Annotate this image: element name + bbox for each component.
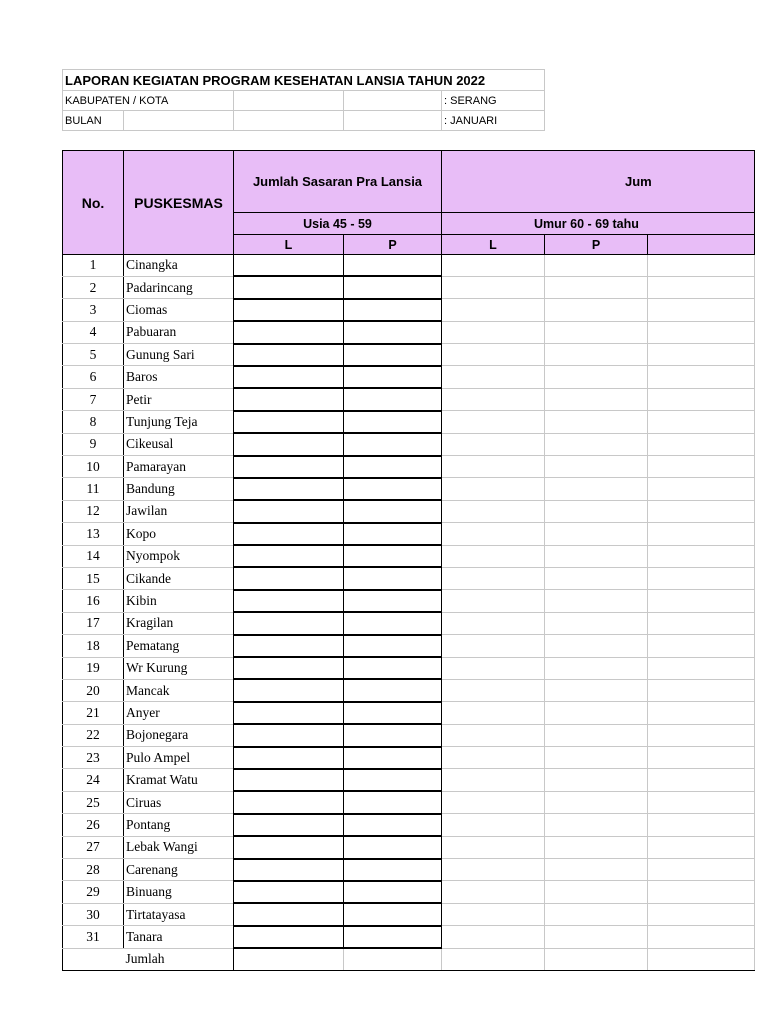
row-number[interactable]: 28 (63, 859, 124, 881)
next-cell[interactable] (648, 545, 755, 567)
puskesmas-name[interactable]: Gunung Sari (124, 344, 234, 366)
pra-lansia-p-cell[interactable] (344, 702, 442, 724)
next-cell[interactable] (648, 590, 755, 612)
lansia-l-cell[interactable] (442, 859, 545, 881)
puskesmas-name[interactable]: Cinangka (124, 255, 234, 277)
row-number[interactable]: 24 (63, 769, 124, 791)
next-cell[interactable] (648, 814, 755, 836)
puskesmas-name[interactable]: Kopo (124, 523, 234, 545)
next-cell[interactable] (648, 321, 755, 343)
lansia-p-cell[interactable] (545, 255, 648, 277)
table-row (63, 299, 755, 321)
lansia-l-cell[interactable] (442, 255, 545, 277)
row-number[interactable]: 3 (63, 299, 124, 321)
pra-lansia-p-cell[interactable] (344, 859, 442, 881)
puskesmas-name[interactable]: Petir (124, 388, 234, 410)
table-row (63, 456, 755, 478)
table-row (63, 926, 755, 948)
pra-lansia-p-cell[interactable] (344, 903, 442, 925)
row-number[interactable]: 26 (63, 814, 124, 836)
lansia-p-cell[interactable] (545, 276, 648, 298)
pra-lansia-p-cell[interactable] (344, 612, 442, 634)
lansia-p-cell[interactable] (545, 679, 648, 701)
lansia-l-cell[interactable] (442, 299, 545, 321)
row-number[interactable]: 11 (63, 478, 124, 500)
pra-lansia-p-cell[interactable] (344, 388, 442, 410)
next-cell[interactable] (648, 433, 755, 455)
lansia-p-cell[interactable] (545, 456, 648, 478)
table-row (63, 612, 755, 634)
lansia-l-cell[interactable] (442, 523, 545, 545)
lansia-p-cell[interactable] (545, 836, 648, 858)
lansia-l-cell[interactable] (442, 635, 545, 657)
total-l2-cell[interactable] (442, 948, 545, 970)
table-row (63, 724, 755, 746)
pra-lansia-l-cell[interactable] (234, 276, 344, 298)
row-number[interactable]: 23 (63, 747, 124, 769)
pra-lansia-p-cell[interactable] (344, 500, 442, 522)
lansia-l-cell[interactable] (442, 545, 545, 567)
table-row (63, 366, 755, 388)
pra-lansia-l-cell[interactable] (234, 321, 344, 343)
pra-lansia-l-cell[interactable] (234, 679, 344, 701)
puskesmas-name[interactable]: Anyer (124, 702, 234, 724)
pra-lansia-p-cell[interactable] (344, 567, 442, 589)
puskesmas-name[interactable]: Binuang (124, 881, 234, 903)
table-row (63, 523, 755, 545)
pra-lansia-p-cell[interactable] (344, 299, 442, 321)
next-cell[interactable] (648, 612, 755, 634)
lansia-l-cell[interactable] (442, 903, 545, 925)
lansia-l-cell[interactable] (442, 478, 545, 500)
row-number[interactable]: 29 (63, 881, 124, 903)
pra-lansia-p-cell[interactable] (344, 456, 442, 478)
table-row (63, 411, 755, 433)
header-l-pra[interactable]: L (234, 235, 344, 255)
next-cell[interactable] (648, 523, 755, 545)
table-row (63, 769, 755, 791)
lansia-p-cell[interactable] (545, 612, 648, 634)
next-cell[interactable] (648, 456, 755, 478)
pra-lansia-p-cell[interactable] (344, 433, 442, 455)
report-info-table (62, 69, 545, 131)
pra-lansia-l-cell[interactable] (234, 456, 344, 478)
lansia-l-cell[interactable] (442, 679, 545, 701)
pra-lansia-p-cell[interactable] (344, 769, 442, 791)
header-next[interactable] (648, 235, 755, 255)
table-row (63, 255, 755, 277)
table-row (63, 500, 755, 522)
lansia-l-cell[interactable] (442, 769, 545, 791)
table-row (63, 590, 755, 612)
lansia-l-cell[interactable] (442, 747, 545, 769)
pra-lansia-p-cell[interactable] (344, 836, 442, 858)
next-cell[interactable] (648, 724, 755, 746)
next-cell[interactable] (648, 635, 755, 657)
header-p-pra[interactable]: P (344, 235, 442, 255)
pra-lansia-l-cell[interactable] (234, 903, 344, 925)
pra-lansia-l-cell[interactable] (234, 769, 344, 791)
pra-lansia-l-cell[interactable] (234, 411, 344, 433)
next-cell[interactable] (648, 500, 755, 522)
table-row (63, 321, 755, 343)
lansia-l-cell[interactable] (442, 366, 545, 388)
table-row (63, 836, 755, 858)
next-cell[interactable] (648, 747, 755, 769)
blank-cell[interactable] (124, 111, 234, 131)
next-cell[interactable] (648, 903, 755, 925)
pra-lansia-l-cell[interactable] (234, 836, 344, 858)
puskesmas-name[interactable]: Tirtatayasa (124, 903, 234, 925)
row-number[interactable]: 12 (63, 500, 124, 522)
next-cell[interactable] (648, 702, 755, 724)
lansia-l-cell[interactable] (442, 881, 545, 903)
bulan-value[interactable]: : JANUARI (442, 111, 545, 131)
lansia-l-cell[interactable] (442, 567, 545, 589)
pra-lansia-l-cell[interactable] (234, 702, 344, 724)
pra-lansia-l-cell[interactable] (234, 926, 344, 948)
puskesmas-name[interactable]: Nyompok (124, 545, 234, 567)
pra-lansia-l-cell[interactable] (234, 523, 344, 545)
report-title[interactable]: LAPORAN KEGIATAN PROGRAM KESEHATAN LANSIA TAHUN 2022 (63, 70, 545, 91)
header-pra-lansia[interactable]: Jumlah Sasaran Pra Lansia (234, 151, 442, 213)
lansia-p-cell[interactable] (545, 388, 648, 410)
lansia-p-cell[interactable] (545, 702, 648, 724)
next-cell[interactable] (648, 344, 755, 366)
lansia-p-cell[interactable] (545, 545, 648, 567)
puskesmas-name[interactable]: Bojonegara (124, 724, 234, 746)
next-cell[interactable] (648, 836, 755, 858)
lansia-p-cell[interactable] (545, 881, 648, 903)
puskesmas-name[interactable]: Cikande (124, 567, 234, 589)
lansia-l-cell[interactable] (442, 926, 545, 948)
pra-lansia-p-cell[interactable] (344, 926, 442, 948)
blank-cell[interactable] (344, 111, 442, 131)
pra-lansia-l-cell[interactable] (234, 366, 344, 388)
lansia-l-cell[interactable] (442, 344, 545, 366)
next-cell[interactable] (648, 255, 755, 277)
pra-lansia-p-cell[interactable] (344, 523, 442, 545)
next-cell[interactable] (648, 366, 755, 388)
next-cell[interactable] (648, 859, 755, 881)
pra-lansia-l-cell[interactable] (234, 433, 344, 455)
next-cell[interactable] (648, 567, 755, 589)
pra-lansia-l-cell[interactable] (234, 388, 344, 410)
lansia-p-cell[interactable] (545, 747, 648, 769)
puskesmas-name[interactable]: Mancak (124, 679, 234, 701)
pra-lansia-p-cell[interactable] (344, 366, 442, 388)
total-p-cell[interactable] (344, 948, 442, 970)
row-number[interactable]: 2 (63, 276, 124, 298)
pra-lansia-p-cell[interactable] (344, 478, 442, 500)
row-number[interactable]: 6 (63, 366, 124, 388)
lansia-l-cell[interactable] (442, 590, 545, 612)
table-row (63, 433, 755, 455)
lansia-p-cell[interactable] (545, 635, 648, 657)
table-row (63, 545, 755, 567)
lansia-l-cell[interactable] (442, 657, 545, 679)
row-number[interactable]: 18 (63, 635, 124, 657)
row-number[interactable]: 7 (63, 388, 124, 410)
next-cell[interactable] (648, 881, 755, 903)
puskesmas-name[interactable]: Lebak Wangi (124, 836, 234, 858)
pra-lansia-l-cell[interactable] (234, 500, 344, 522)
puskesmas-name[interactable]: Kibin (124, 590, 234, 612)
pra-lansia-l-cell[interactable] (234, 344, 344, 366)
puskesmas-name[interactable]: Carenang (124, 859, 234, 881)
header-l-lansia[interactable]: L (442, 235, 545, 255)
main-sheet (62, 150, 652, 967)
lansia-l-cell[interactable] (442, 791, 545, 813)
puskesmas-name[interactable]: Ciomas (124, 299, 234, 321)
table-row (63, 276, 755, 298)
lansia-p-cell[interactable] (545, 590, 648, 612)
lansia-l-cell[interactable] (442, 500, 545, 522)
pra-lansia-p-cell[interactable] (344, 881, 442, 903)
row-number[interactable]: 14 (63, 545, 124, 567)
pra-lansia-p-cell[interactable] (344, 814, 442, 836)
next-cell[interactable] (648, 299, 755, 321)
puskesmas-name[interactable]: Baros (124, 366, 234, 388)
lansia-p-cell[interactable] (545, 344, 648, 366)
header-puskesmas[interactable]: PUSKESMAS (124, 151, 234, 255)
table-row (63, 791, 755, 813)
pra-lansia-l-cell[interactable] (234, 657, 344, 679)
pra-lansia-p-cell[interactable] (344, 657, 442, 679)
puskesmas-name[interactable]: Pabuaran (124, 321, 234, 343)
pra-lansia-l-cell[interactable] (234, 881, 344, 903)
kabupaten-value[interactable]: : SERANG (442, 91, 545, 111)
lansia-p-cell[interactable] (545, 321, 648, 343)
lansia-l-cell[interactable] (442, 433, 545, 455)
lansia-p-cell[interactable] (545, 724, 648, 746)
table-row (63, 859, 755, 881)
next-cell[interactable] (648, 276, 755, 298)
row-number[interactable]: 21 (63, 702, 124, 724)
puskesmas-name[interactable]: Bandung (124, 478, 234, 500)
lansia-p-cell[interactable] (545, 500, 648, 522)
row-number[interactable]: 30 (63, 903, 124, 925)
pra-lansia-l-cell[interactable] (234, 545, 344, 567)
pra-lansia-p-cell[interactable] (344, 255, 442, 277)
lansia-p-cell[interactable] (545, 567, 648, 589)
pra-lansia-p-cell[interactable] (344, 724, 442, 746)
puskesmas-name[interactable]: Cikeusal (124, 433, 234, 455)
lansia-l-cell[interactable] (442, 411, 545, 433)
lansia-l-cell[interactable] (442, 702, 545, 724)
header-p-lansia[interactable]: P (545, 235, 648, 255)
table-row (63, 747, 755, 769)
row-number[interactable]: 5 (63, 344, 124, 366)
pra-lansia-l-cell[interactable] (234, 567, 344, 589)
table-row (63, 679, 755, 701)
pra-lansia-l-cell[interactable] (234, 590, 344, 612)
pra-lansia-l-cell[interactable] (234, 635, 344, 657)
puskesmas-name[interactable]: Padarincang (124, 276, 234, 298)
blank-cell[interactable] (234, 111, 344, 131)
lansia-l-cell[interactable] (442, 321, 545, 343)
pra-lansia-p-cell[interactable] (344, 321, 442, 343)
puskesmas-name[interactable]: Kragilan (124, 612, 234, 634)
table-row (63, 635, 755, 657)
pra-lansia-p-cell[interactable] (344, 276, 442, 298)
row-number[interactable]: 31 (63, 926, 124, 948)
table-row (63, 881, 755, 903)
row-number[interactable]: 27 (63, 836, 124, 858)
puskesmas-name[interactable]: Tanara (124, 926, 234, 948)
blank-cell[interactable] (344, 91, 442, 111)
table-row (63, 657, 755, 679)
lansia-l-cell[interactable] (442, 724, 545, 746)
total-no-cell[interactable] (63, 948, 124, 970)
table-row (63, 814, 755, 836)
table-row (63, 478, 755, 500)
next-cell[interactable] (648, 388, 755, 410)
lansia-p-cell[interactable] (545, 299, 648, 321)
pra-lansia-p-cell[interactable] (344, 590, 442, 612)
row-number[interactable]: 9 (63, 433, 124, 455)
lansia-p-cell[interactable] (545, 657, 648, 679)
puskesmas-name[interactable]: Pontang (124, 814, 234, 836)
puskesmas-table (62, 150, 755, 971)
lansia-p-cell[interactable] (545, 411, 648, 433)
total-row (63, 948, 755, 970)
row-number[interactable]: 15 (63, 567, 124, 589)
puskesmas-name[interactable]: Kramat Watu (124, 769, 234, 791)
pra-lansia-l-cell[interactable] (234, 478, 344, 500)
pra-lansia-p-cell[interactable] (344, 679, 442, 701)
next-cell[interactable] (648, 411, 755, 433)
puskesmas-name[interactable]: Wr Kurung (124, 657, 234, 679)
pra-lansia-p-cell[interactable] (344, 747, 442, 769)
row-number[interactable]: 16 (63, 590, 124, 612)
lansia-p-cell[interactable] (545, 926, 648, 948)
lansia-l-cell[interactable] (442, 836, 545, 858)
lansia-p-cell[interactable] (545, 814, 648, 836)
puskesmas-name[interactable]: Tunjung Teja (124, 411, 234, 433)
header-no[interactable]: No. (63, 151, 124, 255)
next-cell[interactable] (648, 657, 755, 679)
next-cell[interactable] (648, 926, 755, 948)
total-l-cell[interactable] (234, 948, 344, 970)
total-next-cell[interactable] (648, 948, 755, 970)
next-cell[interactable] (648, 791, 755, 813)
lansia-l-cell[interactable] (442, 388, 545, 410)
lansia-p-cell[interactable] (545, 859, 648, 881)
lansia-l-cell[interactable] (442, 814, 545, 836)
row-number[interactable]: 17 (63, 612, 124, 634)
pra-lansia-l-cell[interactable] (234, 859, 344, 881)
pra-lansia-l-cell[interactable] (234, 724, 344, 746)
next-cell[interactable] (648, 478, 755, 500)
lansia-l-cell[interactable] (442, 276, 545, 298)
next-cell[interactable] (648, 679, 755, 701)
puskesmas-name[interactable]: Pulo Ampel (124, 747, 234, 769)
header-umur-60-69[interactable]: Umur 60 - 69 tahu (442, 213, 755, 235)
pra-lansia-p-cell[interactable] (344, 791, 442, 813)
table-row (63, 567, 755, 589)
pra-lansia-l-cell[interactable] (234, 612, 344, 634)
puskesmas-name[interactable]: Pematang (124, 635, 234, 657)
lansia-l-cell[interactable] (442, 456, 545, 478)
row-number[interactable]: 25 (63, 791, 124, 813)
row-number[interactable]: 19 (63, 657, 124, 679)
row-number[interactable]: 1 (63, 255, 124, 277)
row-number[interactable]: 20 (63, 679, 124, 701)
pra-lansia-l-cell[interactable] (234, 814, 344, 836)
table-row (63, 702, 755, 724)
pra-lansia-l-cell[interactable] (234, 747, 344, 769)
row-number[interactable]: 10 (63, 456, 124, 478)
lansia-p-cell[interactable] (545, 903, 648, 925)
pra-lansia-l-cell[interactable] (234, 255, 344, 277)
table-row (63, 903, 755, 925)
lansia-p-cell[interactable] (545, 366, 648, 388)
row-number[interactable]: 13 (63, 523, 124, 545)
lansia-p-cell[interactable] (545, 769, 648, 791)
next-cell[interactable] (648, 769, 755, 791)
header-usia-45-59[interactable]: Usia 45 - 59 (234, 213, 442, 235)
puskesmas-name[interactable]: Pamarayan (124, 456, 234, 478)
pra-lansia-p-cell[interactable] (344, 545, 442, 567)
lansia-p-cell[interactable] (545, 523, 648, 545)
pra-lansia-p-cell[interactable] (344, 411, 442, 433)
lansia-p-cell[interactable] (545, 791, 648, 813)
row-number[interactable]: 22 (63, 724, 124, 746)
table-row (63, 344, 755, 366)
pra-lansia-p-cell[interactable] (344, 635, 442, 657)
puskesmas-name[interactable]: Jawilan (124, 500, 234, 522)
total-p2-cell[interactable] (545, 948, 648, 970)
table-row (63, 388, 755, 410)
pra-lansia-l-cell[interactable] (234, 791, 344, 813)
total-label[interactable]: Jumlah (124, 948, 234, 970)
kabupaten-label[interactable]: KABUPATEN / KOTA (63, 91, 234, 111)
puskesmas-name[interactable]: Ciruas (124, 791, 234, 813)
lansia-p-cell[interactable] (545, 433, 648, 455)
pra-lansia-l-cell[interactable] (234, 299, 344, 321)
header-lansia-group[interactable]: Jum (442, 151, 755, 213)
row-number[interactable]: 4 (63, 321, 124, 343)
bulan-label[interactable]: BULAN (63, 111, 124, 131)
row-number[interactable]: 8 (63, 411, 124, 433)
lansia-p-cell[interactable] (545, 478, 648, 500)
blank-cell[interactable] (234, 91, 344, 111)
lansia-l-cell[interactable] (442, 612, 545, 634)
pra-lansia-p-cell[interactable] (344, 344, 442, 366)
